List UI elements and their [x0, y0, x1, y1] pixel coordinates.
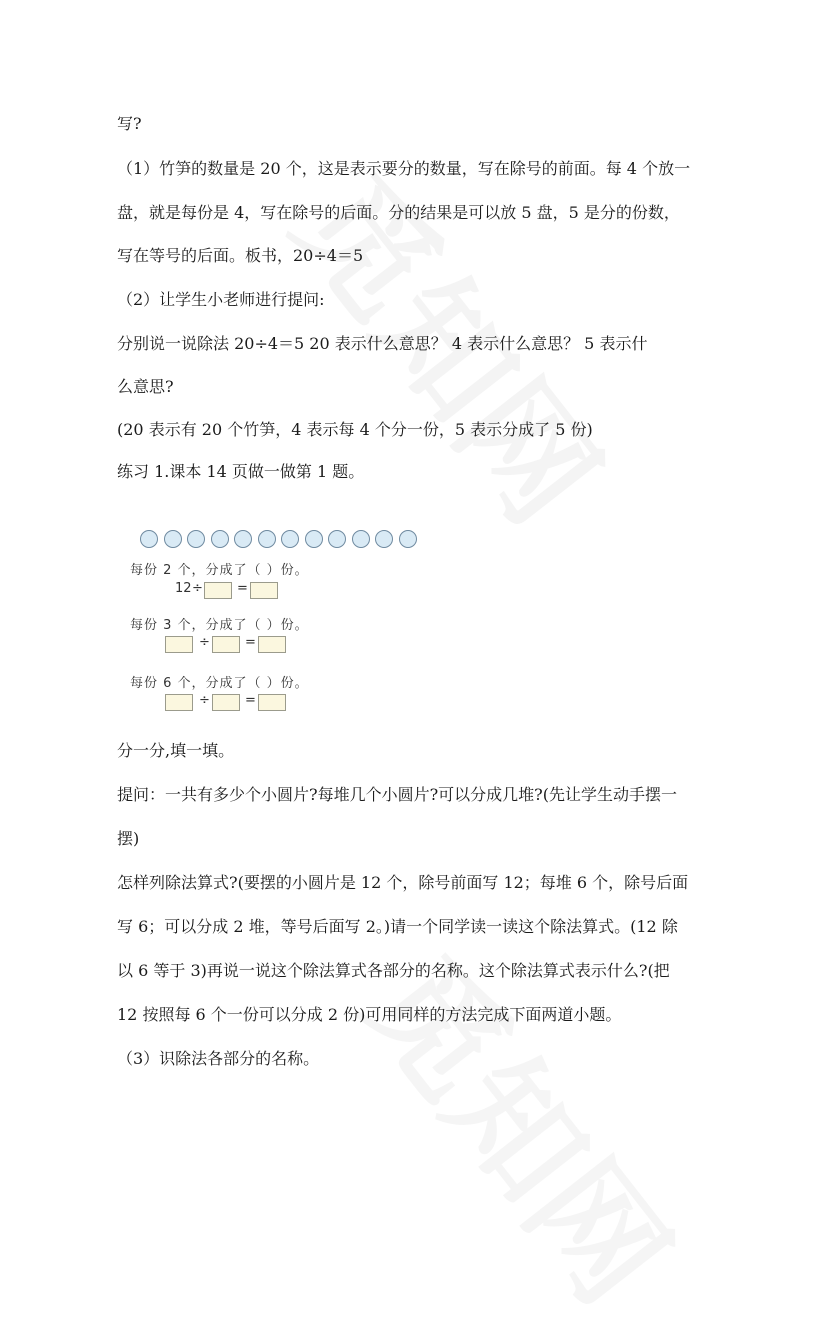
paragraph-line: 么意思?: [117, 377, 174, 396]
paragraph-line: 盘，就是每份是 4，写在除号的后面。分的结果是可以放 5 盘，5 是分的份数，: [117, 203, 680, 222]
answer-box[interactable]: [212, 694, 240, 711]
paragraph-line: (20 表示有 20 个竹笋，4 表示每 4 个分一份，5 表示分成了 5 份): [117, 420, 593, 439]
dividend: 12: [175, 581, 192, 596]
answer-box[interactable]: [258, 636, 286, 653]
small-circle: [258, 530, 276, 548]
equals-sign: =: [245, 635, 256, 650]
paragraph-line: 12 按照每 6 个一份可以分成 2 份)可用同样的方法完成下面两道小题。: [117, 1005, 622, 1024]
paragraph-line: 怎样列除法算式?(要摆的小圆片是 12 个，除号前面写 12；每堆 6 个，除号后面: [117, 873, 689, 892]
answer-box[interactable]: [212, 636, 240, 653]
small-circle: [399, 530, 417, 548]
equals-sign: =: [237, 581, 248, 596]
paragraph-line: 练习 1.课本 14 页做一做第 1 题。: [117, 462, 365, 481]
small-circle: [352, 530, 370, 548]
paragraph-line: 分一分,填一填。: [117, 741, 235, 760]
paragraph-line: （1）竹笋的数量是 20 个，这是表示要分的数量，写在除号的前面。每 4 个放一: [117, 159, 691, 178]
small-circle: [305, 530, 323, 548]
equals-sign: =: [245, 693, 256, 708]
paragraph-line: 摆): [117, 829, 140, 848]
small-circle: [164, 530, 182, 548]
exercise-label: 每份 2 个，分成了（ ）份。: [130, 563, 309, 578]
answer-box[interactable]: [258, 694, 286, 711]
divide-sign: ÷: [199, 635, 210, 650]
answer-box[interactable]: [165, 694, 193, 711]
paragraph-line: 以 6 等于 3)再说一说这个除法算式各部分的名称。这个除法算式表示什么?(把: [117, 961, 670, 980]
small-circle: [234, 530, 252, 548]
small-circle: [328, 530, 346, 548]
divide-sign: ÷: [192, 581, 203, 596]
answer-box[interactable]: [204, 582, 232, 599]
division-exercise-figure: [120, 526, 430, 722]
answer-box[interactable]: [250, 582, 278, 599]
exercise-label: 每份 6 个，分成了（ ）份。: [130, 676, 309, 691]
paragraph-line: 写在等号的后面。板书，20÷4＝5: [117, 246, 364, 265]
paragraph-line: 提问：一共有多少个小圆片?每堆几个小圆片?可以分成几堆?(先让学生动手摆一: [117, 785, 677, 804]
small-circle: [140, 530, 158, 548]
paragraph-line: 分别说一说除法 20÷4＝5 20 表示什么意思？ 4 表示什么意思？ 5 表示什: [117, 334, 648, 353]
paragraph-line: 写?: [117, 114, 142, 133]
small-circle: [281, 530, 299, 548]
exercise-label: 每份 3 个，分成了（ ）份。: [130, 618, 309, 633]
answer-box[interactable]: [165, 636, 193, 653]
small-circle: [375, 530, 393, 548]
paragraph-line: 写 6；可以分成 2 堆，等号后面写 2。)请一个同学读一读这个除法算式。(12 除: [117, 917, 678, 936]
divide-sign: ÷: [199, 693, 210, 708]
small-circle: [187, 530, 205, 548]
paragraph-line: （2）让学生小老师进行提问:: [117, 290, 325, 309]
small-circle: [211, 530, 229, 548]
paragraph-line: （3）识除法各部分的名称。: [117, 1049, 320, 1068]
